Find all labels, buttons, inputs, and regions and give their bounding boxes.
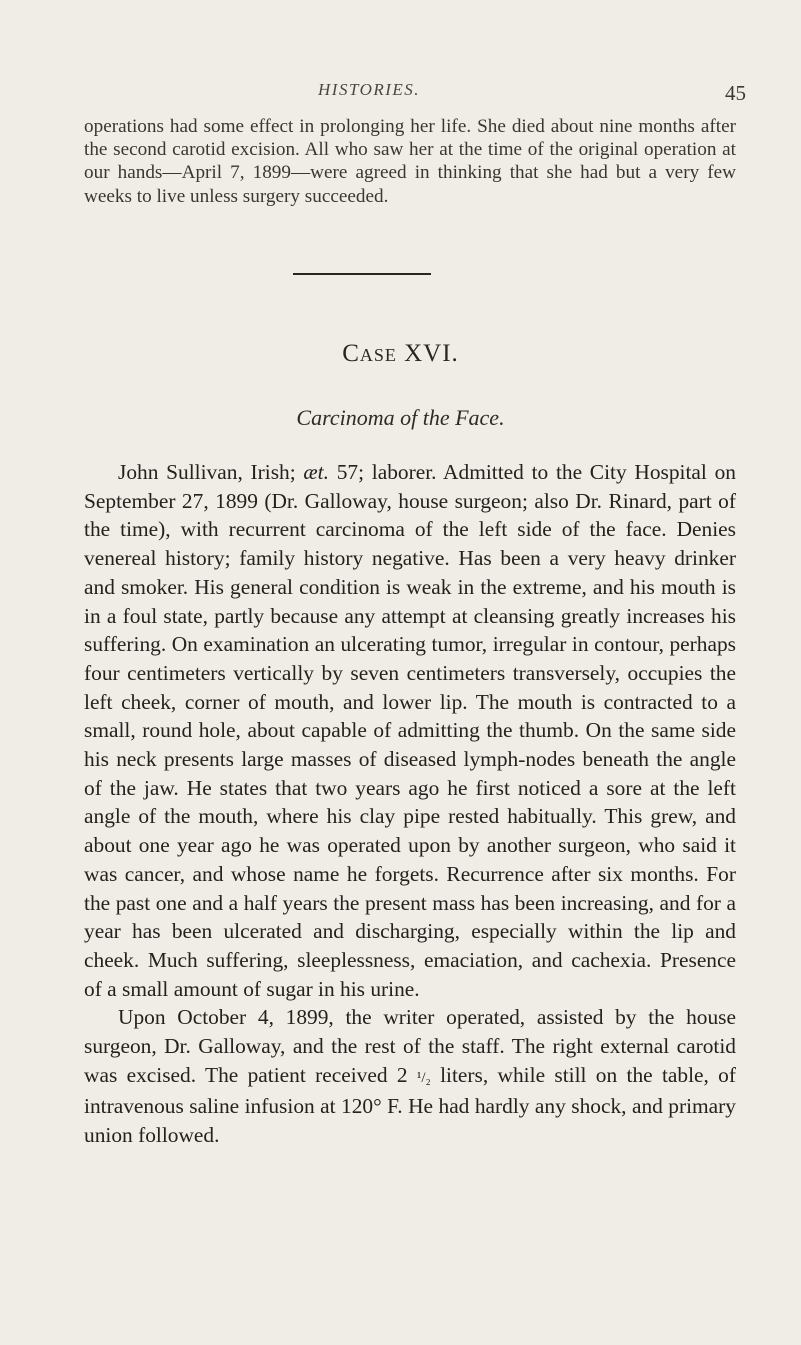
intro-text: operations had some effect in prolonging her life. She died about nine months after the second carotid excision. All who saw her at the time of the original operation at our hands—April 7, 1899—were agreed in thinking that she had but a very few weeks to live unless surgery succeeded. [84, 116, 736, 207]
case-paragraph-2 [84, 1003, 736, 1150]
age-abbreviation: æt. [303, 460, 329, 484]
case-body [84, 458, 736, 1150]
case-title: Case XVI. [342, 340, 459, 367]
fraction-half: ¹/₂ [416, 1069, 431, 1086]
page-number: 45 [725, 81, 746, 105]
intro-paragraph [84, 115, 736, 208]
running-header [0, 80, 801, 106]
case-subtitle: Carcinoma of the Face. [296, 405, 505, 430]
paragraph-2-opening: Upon October 4, 1899, the writer operated, assisted by the house surgeon, Dr. Galloway, and the rest of the staff. The right external carotid was excised. The patient received 2 [84, 1005, 736, 1087]
case-paragraph-1 [84, 458, 736, 1003]
section-divider [293, 273, 431, 275]
paragraph-1-text: 57; laborer. Admitted to the City Hospital on September 27, 1899 (Dr. Galloway, house surgeon; also Dr. Rinard, part of the time), with recurrent carcinoma of the left side of the face. Denies venereal history; family history negative. Has been a very heavy drinker and smoker. His general condition is weak in the extreme, and his mouth is in a foul state, partly because any attempt at cleansing greatly increases his suffering. On examination an ulcerating tumor, irregular in contour, perhaps four centimeters vertically by seven centimeters transversely, occupies the left cheek, corner of mouth, and lower lip. The mouth is contracted to a small, round hole, about capable of admitting the thumb. On the same side his neck presents large masses of diseased lymph-nodes beneath the angle of the jaw. He states that two years ago he first noticed a sore at the left angle of the mouth, where his clay pipe rested habitually. This grew, and about one year ago he was operated upon by another surgeon, who said it was cancer, and whose name he forgets. Recurrence after six months. For the past one and a half years the present mass has been increasing, and for a year has been ulcerated and discharging, especially within the lip and cheek. Much suffering, sleeplessness, emaciation, and cachexia. Presence of a small amount of sugar in his urine. [84, 460, 736, 1001]
paragraph-2-text: liters, while still on the table, of intravenous saline infusion at 120° F. He had hardly any shock, and primary union followed. [84, 1062, 737, 1148]
paragraph-1-opening: John Sullivan, Irish; [118, 460, 304, 484]
running-title: HISTORIES. [318, 80, 421, 99]
